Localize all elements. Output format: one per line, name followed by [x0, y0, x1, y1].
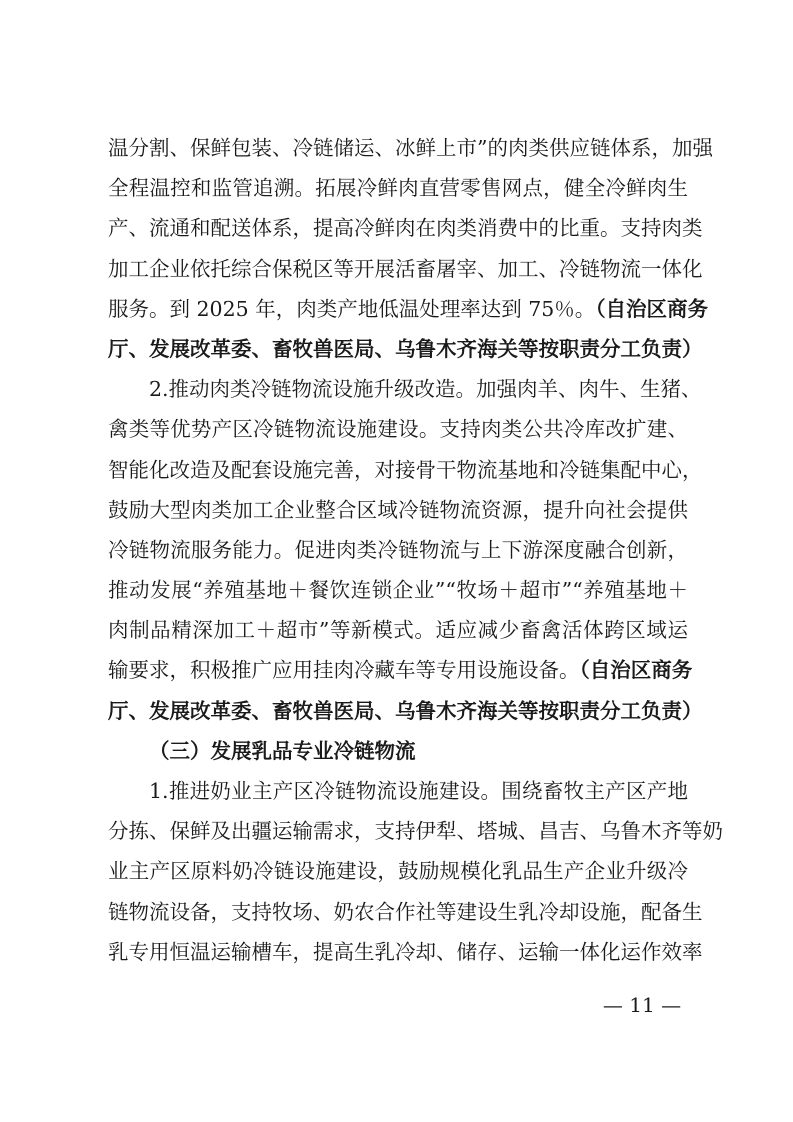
text-line [108, 650, 693, 690]
line-text: 鼓励大型肉类加工企业整合区域冷链物流资源，提升向社会提供 [108, 497, 688, 522]
text-line [108, 490, 688, 530]
text-line [108, 128, 713, 168]
text-line [108, 932, 703, 972]
text-line [108, 610, 688, 650]
responsibility-note: （自治区商务 [579, 658, 693, 683]
line-text: 推动发展“养殖基地＋餐饮连锁企业”“牧场＋超市”“养殖基地＋ [108, 578, 688, 603]
line-text: 服务。到 2025 年，肉类产地低温处理率达到 75％。 [108, 296, 596, 321]
line-text: 输要求，积极推广应用挂肉冷藏车等专用设施设备。 [108, 658, 580, 683]
text-line [108, 771, 688, 811]
line-text: 乳专用恒温运输槽车，提高生乳冷却、储存、运输一体化运作效率 [108, 939, 703, 964]
text-line [108, 892, 703, 932]
line-text: 分拣、保鲜及出疆运输需求，支持伊犁、塔城、昌吉、乌鲁木齐等奶 [108, 819, 723, 844]
text-line [108, 450, 703, 490]
text-line [108, 409, 688, 449]
line-text: 1.推进奶业主产区冷链物流设施建设。围绕畜牧主产区产地 [149, 779, 688, 803]
text-line [108, 691, 703, 731]
text-line [108, 289, 709, 329]
page-number: — 11 — [602, 993, 682, 1017]
line-text: 链物流设备，支持牧场、奶农合作社等建设生乳冷却设施，配备生 [108, 899, 703, 924]
line-text: 业主产区原料奶冷链设施建设，鼓励规模化乳品生产企业升级冷 [108, 859, 688, 884]
text-line [108, 851, 688, 891]
body-text [108, 128, 723, 972]
text-line [108, 168, 688, 208]
line-text: 温分割、保鲜包装、冷链储运、冰鲜上市”的肉类供应链体系，加强 [108, 136, 713, 160]
text-line [108, 208, 703, 248]
line-text: 2.推动肉类冷链物流设施升级改造。加强肉羊、肉牛、生猪、 [149, 377, 702, 402]
line-text: 冷链物流服务能力。促进肉类冷链物流与上下游深度融合创新， [108, 537, 688, 562]
line-text: （三）发展乳品专业冷链物流 [149, 738, 416, 763]
responsibility-note: （自治区商务 [595, 296, 709, 321]
line-text: 智能化改造及配套设施完善，对接骨干物流基地和冷链集配中心， [108, 457, 703, 482]
line-text: 肉制品精深加工＋超市”等新模式。适应减少畜禽活体跨区域运 [108, 618, 688, 643]
line-text: 加工企业依托综合保税区等开展活畜屠宰、加工、冷链物流一体化 [108, 256, 703, 281]
text-line [108, 329, 703, 369]
text-line [108, 369, 702, 409]
line-text: 产、流通和配送体系，提高冷鲜肉在肉类消费中的比重。支持肉类 [108, 216, 703, 241]
text-line [108, 570, 688, 610]
text-line [108, 530, 688, 570]
section-heading [108, 731, 688, 771]
text-line [108, 811, 723, 851]
line-text: 禽类等优势产区冷链物流设施建设。支持肉类公共冷库改扩建、 [108, 417, 688, 442]
responsibility-note: 厅、发展改革委、畜牧兽医局、乌鲁木齐海关等按职责分工负责） [108, 698, 703, 723]
responsibility-note: 厅、发展改革委、畜牧兽医局、乌鲁木齐海关等按职责分工负责） [108, 336, 703, 361]
line-text: 全程温控和监管追溯。拓展冷鲜肉直营零售网点，健全冷鲜肉生 [108, 176, 688, 201]
text-line [108, 249, 703, 289]
